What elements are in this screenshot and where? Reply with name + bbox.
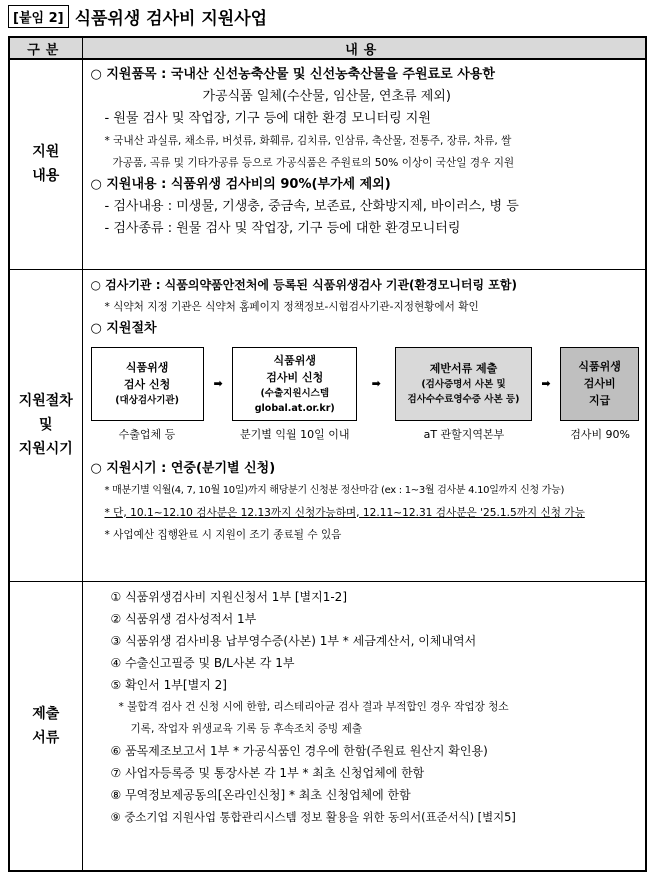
list-item: ② 식품위생 검사성적서 1부 — [110, 611, 257, 626]
section-body — [82, 59, 646, 269]
arrow-right-icon: ➡ — [371, 377, 381, 390]
list-item: ○ 지원절차 — [90, 320, 157, 336]
list-item: ① 식품위생검사비 지원신청서 1부 [별지1-2] — [110, 589, 347, 604]
list-item: ④ 수출신고필증 및 B/L사본 각 1부 — [110, 655, 295, 670]
section-support-content — [9, 59, 646, 269]
note-item: * 불합격 검사 건 신청 시에 한함, 리스테리아균 검사 결과 부적합인 경우 작업장 청소 — [118, 700, 509, 713]
flow-caption: 분기별 익월 10일 이내 — [239, 427, 350, 441]
arrow-right-icon: ➡ — [541, 377, 551, 390]
section-procedure — [9, 269, 646, 581]
page-title — [8, 4, 267, 28]
list-item: ○ 검사기관 : 식품의약품안전처에 등록된 식품위생검사 기관(환경모니터링 포함) — [90, 277, 517, 292]
title-text: 식품위생 검사비 지원사업 — [74, 8, 268, 29]
flow-step-2: 식품위생 검사비 신청 (수출지원시스템 global.at.or.kr) — [232, 347, 357, 421]
section-body — [82, 269, 646, 581]
list-item: ⑧ 무역정보제공동의[온라인신청] * 최초 신청업체에 한함 — [110, 787, 411, 802]
list-item: ○ 지원내용 : 식품위생 검사비의 90%(부가세 제외) — [90, 177, 391, 192]
section-body — [82, 581, 646, 871]
note-item: * 단, 10.1~12.10 검사분은 12.13까지 신청가능하며, 12.11~12.31 검사분은 '25.1.5까지 신청 가능 — [104, 506, 585, 519]
list-item: ⑥ 품목제조보고서 1부 * 가공식품인 경우에 한함(주원료 원산지 확인용) — [110, 743, 488, 758]
list-item: ⑨ 중소기업 지원사업 통합관리시스템 정보 활용을 위한 동의서(표준서식) [별지5] — [110, 809, 516, 824]
category-label: 지원 내용 — [9, 59, 82, 269]
procedure-flow — [91, 346, 640, 422]
table-header-row — [9, 37, 646, 59]
header-category: 구분 — [9, 37, 82, 59]
attachment-badge: [붙임 2] — [8, 5, 69, 28]
list-item: - 원물 검사 및 작업장, 기구 등에 대한 환경 모니터링 지원 — [104, 111, 431, 126]
list-item: ⑤ 확인서 1부[별지 2] — [110, 677, 227, 692]
list-item: ⑦ 사업자등록증 및 통장사본 각 1부 * 최초 신청업체에 한함 — [110, 765, 425, 780]
note-item: * 매분기별 익월(4, 7, 10월 10일)까지 해당분기 신청분 정산마감 (ex : 1~3월 검사분 4.10일까지 신청 가능) — [104, 484, 565, 496]
flow-step-3: 제반서류 제출 (검사증명서 사본 및 검사수수료영수증 사본 등) — [395, 347, 531, 421]
flow-caption: 수출업체 등 — [118, 427, 176, 441]
list-item: 가공식품 일체(수산물, 임산물, 연초류 제외) — [202, 89, 451, 104]
flow-step-1: 식품위생 검사 신청 (대상검사기관) — [91, 347, 204, 421]
main-table — [8, 36, 647, 872]
list-item: - 검사종류 : 원물 검사 및 작업장, 기구 등에 대한 환경모니터링 — [104, 221, 461, 236]
note-item: 가공품, 곡류 및 기타가공류 등으로 가공식품은 주원료의 50% 이상이 국산일 경우 지원 — [112, 157, 515, 169]
list-item: ③ 식품위생 검사비용 납부영수증(사본) 1부 * 세금계산서, 이체내역서 — [110, 633, 477, 648]
flow-step-4: 식품위생 검사비 지급 — [560, 347, 639, 421]
flow-caption: 검사비 90% — [570, 427, 631, 441]
list-item: ○ 지원품목 : 국내산 신선농축산물 및 신선농축산물을 주원료로 사용한 — [90, 67, 495, 82]
note-item: * 식약처 지정 기관은 식약처 홈페이지 정책정보-시험검사기관-지정현황에서 확인 — [104, 300, 479, 313]
flow-captions — [91, 422, 640, 446]
section-documents — [9, 581, 646, 871]
category-label: 지원절차 및 지원시기 — [9, 269, 82, 581]
note-item: * 사업예산 집행완료 시 지원이 조기 종료될 수 있음 — [104, 528, 342, 541]
arrow-right-icon: ➡ — [213, 377, 223, 390]
header-content: 내용 — [82, 37, 646, 59]
flow-caption: aT 관할지역본부 — [423, 427, 505, 441]
category-label: 제출 서류 — [9, 581, 82, 871]
note-item: * 국내산 과실류, 채소류, 버섯류, 화훼류, 김치류, 인삼류, 축산물, 전통주, 장류, 차류, 쌀 — [104, 135, 512, 147]
note-item: 기록, 작업자 위생교육 기록 등 후속조치 증빙 제출 — [130, 722, 363, 735]
list-item: - 검사내용 : 미생물, 기생충, 중금속, 보존료, 산화방지제, 바이러스, 병 등 — [104, 199, 519, 214]
list-item: ○ 지원시기 : 연중(분기별 신청) — [90, 460, 276, 476]
